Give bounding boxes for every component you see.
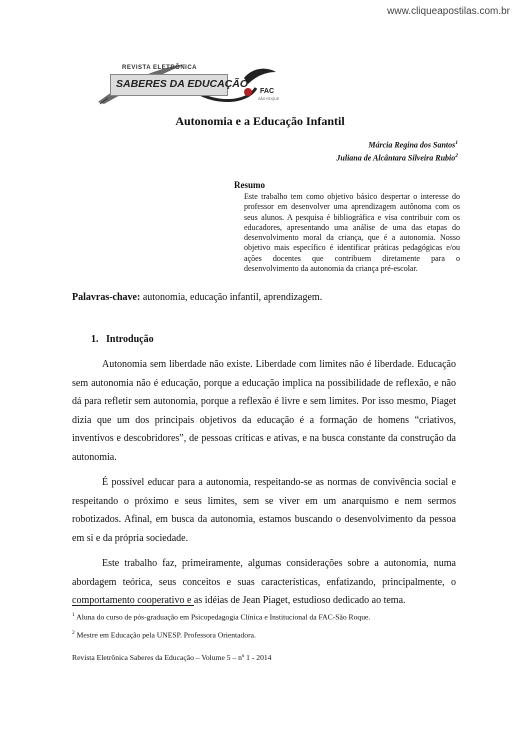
keywords-text: autonomia, educação infantil, aprendizagem. bbox=[140, 292, 323, 303]
footnote-1 bbox=[72, 612, 370, 622]
paragraph: Autonomia sem liberdade não existe. Liberdade com limites não é liberdade. Educação sem autonomia não é educação, porque a educação implica na possibilidade de reflexão, e não dá para refletir sem autonomia, porque a reflexão é livre e sem limites. Por isso mesmo, Piaget dizia que um dos principais objetivos da educação é a formação de homens “criativos, inventivos e descobridores”, de pessoas críticas e ativas, e na busca constante da construção da autonomia. bbox=[72, 359, 456, 463]
author-name: Juliana de Alcântara Silveira Rubio bbox=[336, 153, 456, 163]
footnote-2 bbox=[72, 630, 256, 640]
section-heading: 1. Introdução bbox=[91, 334, 154, 345]
abstract-heading: Resumo bbox=[234, 180, 265, 190]
footnote-number: 1 bbox=[72, 612, 75, 618]
author-name: Márcia Regina dos Santos bbox=[368, 140, 456, 150]
abstract-text: Este trabalho tem como objetivo básico despertar o interesse do professor em desenvolver uma aprendizagem autônoma com os seus alunos. A pesquisa é bibliográfica e visa contribuir com os educadores, apresentando uma análise de uma das etapas do desenvolvimento moral da criança, que é a autonomia. Nosso objetivo mais específico é identificar práticas pedagógicas e/ou ações docentes que contribuem diretamente para o desenvolvimento da autonomia da criança pré-escolar. bbox=[244, 192, 460, 274]
footnote-text: Aluna do curso de pós-graduação em Psicopedagogia Clínica e Institucional da FAC-São Roque. bbox=[74, 612, 371, 622]
footnote-ref: 2 bbox=[455, 152, 458, 159]
logo-main-text: SABERES DA EDUCAÇÃO bbox=[116, 78, 249, 90]
journal-logo bbox=[96, 58, 286, 108]
fac-logo-text: FAC bbox=[260, 88, 274, 95]
site-watermark-url: www.cliqueapostilas.com.br bbox=[387, 6, 510, 17]
paragraph: Este trabalho faz, primeiramente, algumas considerações sobre a autonomia, numa abordagem teórica, seus conceitos e suas características, enfatizando, principalmente, o comportamento cooperativo e as idéias de Jean Piaget, estudioso dedicado ao tema. bbox=[72, 558, 456, 606]
footnote-text: Mestre em Educação pela UNESP. Professora Orientadora. bbox=[74, 630, 256, 640]
author-2 bbox=[336, 151, 458, 164]
author-1 bbox=[336, 138, 458, 151]
logo-small-text: REVISTA ELETRÔNICA bbox=[122, 65, 198, 71]
keywords-line bbox=[72, 292, 322, 303]
article-title: Autonomia e a Educação Infantil bbox=[175, 114, 345, 128]
keywords-label: Palavras-chave: bbox=[72, 292, 141, 303]
footnote-number: 2 bbox=[72, 630, 75, 636]
footnote-ref: 1 bbox=[455, 140, 458, 146]
paragraph: É possível educar para a autonomia, respeitando-se as normas de convivência social e respeitando o próximo e seus limites, sem se viver em um anarquismo e nem sermos robotizados. Afinal, em busca da autonomia, estamos buscando o desenvolvimento da pessoa em si e da própria sociedade. bbox=[72, 477, 456, 544]
author-list bbox=[336, 138, 458, 163]
fac-logo-subtext: SÃO ROQUE bbox=[258, 97, 280, 101]
article-body bbox=[72, 356, 456, 618]
page-footer: Revista Eletrônica Saberes da Educação – Volume 5 – nº 1 - 2014 bbox=[72, 653, 272, 662]
footnote-divider bbox=[72, 605, 194, 606]
